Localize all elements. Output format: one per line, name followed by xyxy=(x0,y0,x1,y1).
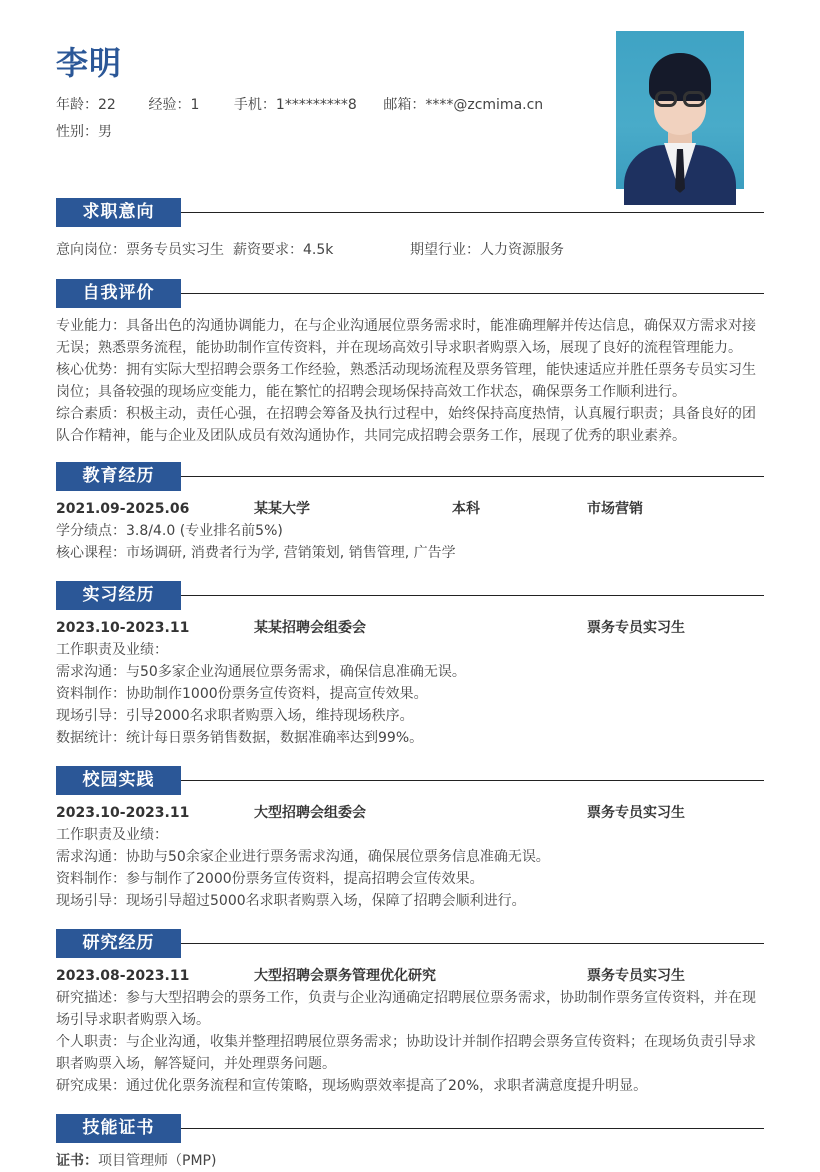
photo-glasses xyxy=(652,91,708,107)
section-title: 求职意向 xyxy=(56,198,181,227)
age-field xyxy=(56,94,144,114)
research-header-row xyxy=(56,965,764,987)
salary-label: 薪资要求： xyxy=(233,242,303,258)
section-divider xyxy=(181,476,764,477)
phone-field xyxy=(234,94,379,114)
age-value: 22 xyxy=(98,97,116,113)
self-eval-paragraph: 专业能力：具备出色的沟通协调能力，在与企业沟通展位票务需求时，能准确理解并传达信息，确保双方需求对接无误；熟悉票务流程，能协助制作宣传资料，并在现场高效引导求职者购票入场，展现了良好的流程管理能力。 xyxy=(56,318,756,356)
research-project: 大型招聘会票务管理优化研究 xyxy=(254,968,436,984)
internship-line: 工作职责及业绩： xyxy=(56,642,168,658)
position-label: 意向岗位： xyxy=(56,242,126,258)
section-divider xyxy=(181,212,764,213)
experience-label: 经验： xyxy=(148,97,191,113)
section-title: 技能证书 xyxy=(56,1114,181,1143)
education-degree: 本科 xyxy=(452,501,480,517)
education-school: 某某大学 xyxy=(254,501,310,517)
internship-line: 现场引导：引导2000名求职者购票入场，维持现场秩序。 xyxy=(56,708,414,724)
campus-line: 资料制作：参与制作了2000份票务宣传资料，提高招聘会宣传效果。 xyxy=(56,871,484,887)
internship-header-row xyxy=(56,617,764,639)
section-divider xyxy=(181,1128,764,1129)
campus-line: 工作职责及业绩： xyxy=(56,827,168,843)
section-header xyxy=(56,198,764,227)
section-self-evaluation xyxy=(56,279,764,447)
intention-position xyxy=(56,239,224,261)
certificate-value: 项目管理师（PMP) xyxy=(98,1153,217,1169)
section-campus-practice xyxy=(56,766,764,912)
research-line: 研究成果：通过优化票务流程和宣传策略，现场购票效率提高了20%，求职者满意度提升明显。 xyxy=(56,1078,648,1094)
campus-line: 需求沟通：协助与50余家企业进行票务需求沟通，确保展位票务信息准确无误。 xyxy=(56,849,550,865)
basic-info-line-2 xyxy=(56,121,112,141)
section-title: 自我评价 xyxy=(56,279,181,308)
position-value: 票务专员实习生 xyxy=(126,242,224,258)
section-divider xyxy=(181,943,764,944)
industry-value: 人力资源服务 xyxy=(480,242,564,258)
intention-row xyxy=(56,239,764,261)
section-divider xyxy=(181,293,764,294)
education-header-row xyxy=(56,498,764,520)
internship-org: 某某招聘会组委会 xyxy=(254,620,366,636)
email-value: ****@zcmima.cn xyxy=(425,97,544,113)
phone-value: 1*********8 xyxy=(275,97,357,113)
section-title: 实习经历 xyxy=(56,581,181,610)
section-header xyxy=(56,1114,764,1143)
intention-industry xyxy=(410,239,564,261)
internship-line: 需求沟通：与50多家企业沟通展位票务需求，确保信息准确无误。 xyxy=(56,664,466,680)
education-date: 2021.09-2025.06 xyxy=(56,501,190,517)
section-header xyxy=(56,766,764,795)
section-skills-certificates xyxy=(56,1114,764,1172)
section-divider xyxy=(181,595,764,596)
internship-line: 资料制作：协助制作1000份票务宣传资料，提高宣传效果。 xyxy=(56,686,428,702)
email-label: 邮箱： xyxy=(383,97,426,113)
self-eval-paragraph: 核心优势：拥有实际大型招聘会票务工作经验，熟悉活动现场流程及票务管理，能快速适应并胜任票务专员实习生岗位；具备较强的现场应变能力，能在繁忙的招聘会现场保持高效工作状态，确保票务工作顺利进行。 xyxy=(56,362,756,400)
self-eval-paragraph: 综合素质：积极主动，责任心强，在招聘会筹备及执行过程中，始终保持高度热情，认真履行职责；具备良好的团队合作精神，能与企业及团队成员有效沟通协作，共同完成招聘会票务工作，展现了优秀的职业素养。 xyxy=(56,406,756,444)
campus-org: 大型招聘会组委会 xyxy=(254,805,366,821)
gender-field xyxy=(56,121,112,141)
section-title: 校园实践 xyxy=(56,766,181,795)
section-header xyxy=(56,279,764,308)
section-job-intention xyxy=(56,198,764,261)
education-major: 市场营销 xyxy=(587,501,643,517)
age-label: 年龄： xyxy=(56,97,98,113)
experience-field xyxy=(148,94,229,114)
section-header xyxy=(56,581,764,610)
self-eval-body xyxy=(56,315,764,447)
section-education xyxy=(56,462,764,564)
research-date: 2023.08-2023.11 xyxy=(56,968,190,984)
salary-value: 4.5k xyxy=(303,242,334,258)
email-field xyxy=(383,94,543,114)
internship-line: 数据统计：统计每日票务销售数据，数据准确率达到99%。 xyxy=(56,730,424,746)
intention-salary xyxy=(233,239,333,261)
profile-photo xyxy=(616,31,744,189)
gender-value: 男 xyxy=(98,124,112,140)
gender-label: 性别： xyxy=(56,124,98,140)
education-gpa: 学分绩点：3.8/4.0 (专业排名前5%) xyxy=(56,523,283,539)
education-courses: 核心课程：市场调研, 消费者行为学, 营销策划, 销售管理, 广告学 xyxy=(56,545,456,561)
research-line: 研究描述：参与大型招聘会的票务工作，负责与企业沟通确定招聘展位票务需求，协助制作票务宣传资料，并在现场引导求职者购票入场。 xyxy=(56,990,756,1028)
section-research xyxy=(56,929,764,1097)
research-role: 票务专员实习生 xyxy=(587,968,685,984)
section-title: 研究经历 xyxy=(56,929,181,958)
section-internship xyxy=(56,581,764,749)
certificate-line xyxy=(56,1150,764,1172)
experience-value: 1 xyxy=(190,97,200,113)
section-header xyxy=(56,929,764,958)
research-line: 个人职责：与企业沟通，收集并整理招聘展位票务需求；协助设计并制作招聘会票务宣传资料；在现场负责引导求职者购票入场，解答疑问，并处理票务问题。 xyxy=(56,1034,756,1072)
industry-label: 期望行业： xyxy=(410,242,480,258)
campus-line: 现场引导：现场引导超过5000名求职者购票入场，保障了招聘会顺利进行。 xyxy=(56,893,526,909)
campus-role: 票务专员实习生 xyxy=(587,805,685,821)
section-title: 教育经历 xyxy=(56,462,181,491)
section-divider xyxy=(181,780,764,781)
section-header xyxy=(56,462,764,491)
phone-label: 手机： xyxy=(233,97,276,113)
campus-date: 2023.10-2023.11 xyxy=(56,805,190,821)
candidate-name: 李明 xyxy=(56,44,123,82)
campus-header-row xyxy=(56,802,764,824)
certificate-label: 证书： xyxy=(56,1153,98,1169)
basic-info-line-1 xyxy=(56,94,543,114)
internship-date: 2023.10-2023.11 xyxy=(56,620,190,636)
internship-role: 票务专员实习生 xyxy=(587,620,685,636)
